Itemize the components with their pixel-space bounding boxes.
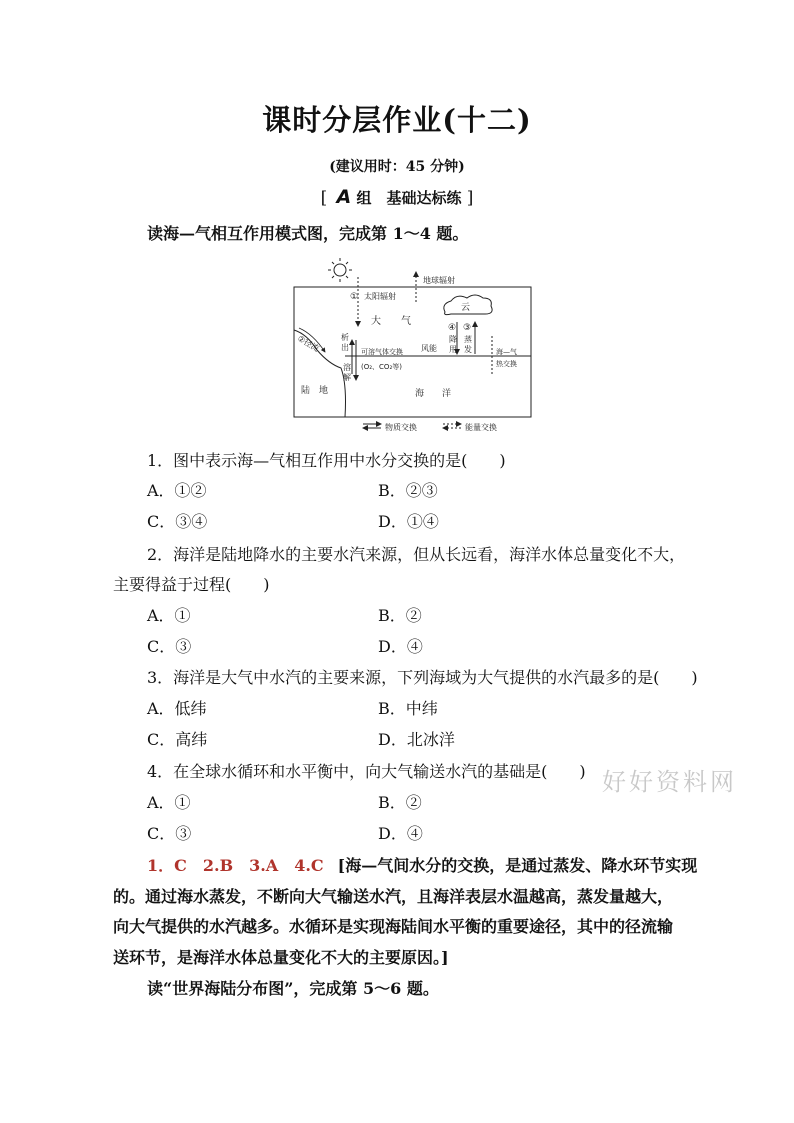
q2-option-c: C．③ xyxy=(147,637,192,656)
q4-option-d: D．④ xyxy=(378,824,423,843)
gas-examples-label: (O₂、CO₂等) xyxy=(361,363,402,371)
answer-explanation-3: 向大气提供的水汽越多。水循环是实现海陆间水平衡的重要途径，其中的径流输 xyxy=(113,917,674,936)
group-heading xyxy=(0,186,794,208)
precipitation-label-2: 用 xyxy=(449,345,457,354)
solar-radiation-label: 太阳辐射 xyxy=(364,292,396,301)
q4-option-c: C．③ xyxy=(147,824,192,843)
sea-air-interaction-diagram xyxy=(285,256,545,438)
q2-option-a: A．① xyxy=(147,606,191,625)
group-bracket-open: [ xyxy=(320,188,328,208)
answer-explanation-1: [海—气间水分的交换，是通过蒸发、降水环节实现 xyxy=(337,856,698,875)
q3-option-d: D．北冰洋 xyxy=(378,730,455,749)
q2-option-b: B．② xyxy=(378,606,422,625)
question-3-stem: 3．海洋是大气中水汽的主要来源，下列海域为大气提供的水汽最多的是( ) xyxy=(147,668,698,687)
q1-option-d: D．①④ xyxy=(378,512,439,531)
dissolve-label-2: 解 xyxy=(343,373,351,382)
earth-radiation-label: 地球辐射 xyxy=(423,276,455,285)
q3-option-b: B．中纬 xyxy=(378,699,438,718)
precipitate-label-1: 析 xyxy=(341,333,349,342)
group-letter: A xyxy=(336,186,352,208)
intro-5-6: 读“世界海陆分布图”，完成第 5～6 题。 xyxy=(147,979,439,998)
q4-option-b: B．② xyxy=(378,793,422,812)
evaporation-label-2: 发 xyxy=(464,345,472,354)
wind-label: 风能 xyxy=(421,344,437,353)
legend-material xyxy=(363,422,417,432)
group-name: 组 基础达标练 xyxy=(356,189,462,207)
sun-icon xyxy=(328,258,352,282)
marker-4: ④ xyxy=(448,323,457,333)
question-4-stem: 4．在全球水循环和水平衡中，向大气输送水汽的基础是( ) xyxy=(147,762,586,781)
q3-option-c: C．高纬 xyxy=(147,730,208,749)
runoff-label: ②径流 xyxy=(296,333,321,354)
q2-option-d: D．④ xyxy=(378,637,423,656)
ocean-label: 海 洋 xyxy=(415,389,452,399)
svg-text:能量交换: 能量交换 xyxy=(465,423,497,432)
watermark: 好好资料网 xyxy=(602,768,737,796)
heat-exchange-label-2: 热交换 xyxy=(496,360,517,368)
cloud-label: 云 xyxy=(461,303,471,313)
q1-option-c: C．③④ xyxy=(147,512,208,531)
marker-3: ③ xyxy=(463,323,472,333)
question-2-stem-line1: 2．海洋是陆地降水的主要水汽来源，但从长远看，海洋水体总量变化不大， xyxy=(147,545,686,564)
gas-exchange-label: 可溶气体交换 xyxy=(361,348,403,356)
atmosphere-label: 大 气 xyxy=(371,316,411,327)
question-2-stem-line2: 主要得益于过程( ) xyxy=(113,575,270,594)
dissolve-label-1: 溶 xyxy=(343,363,351,372)
precipitation-label-1: 降 xyxy=(449,335,457,344)
legend-energy xyxy=(443,422,497,432)
precipitate-label-2: 出 xyxy=(341,343,349,352)
answer-line-1 xyxy=(147,853,697,876)
evaporation-label-1: 蒸 xyxy=(464,335,472,344)
land-label: 陆 地 xyxy=(301,386,329,396)
group-bracket-close: ] xyxy=(466,188,474,208)
suggested-time: (建议用时：45 分钟) xyxy=(329,159,465,175)
intro-1-4: 读海—气相互作用模式图，完成第 1～4 题。 xyxy=(147,224,469,243)
answer-keys: 1．C 2.B 3.A 4.C xyxy=(147,856,324,875)
q3-option-a: A．低纬 xyxy=(147,699,207,718)
page-title: 课时分层作业(十二) xyxy=(262,103,532,137)
svg-text:物质交换: 物质交换 xyxy=(385,423,417,432)
marker-1: ① xyxy=(350,292,359,302)
q1-option-a: A．①② xyxy=(147,481,207,500)
q4-option-a: A．① xyxy=(147,793,191,812)
heat-exchange-label-1: 海—气 xyxy=(496,348,517,356)
question-1-stem: 1．图中表示海—气相互作用中水分交换的是( ) xyxy=(147,451,506,470)
answer-explanation-2: 的。通过海水蒸发，不断向大气输送水汽，且海洋表层水温越高，蒸发量越大， xyxy=(113,887,674,906)
answer-explanation-4: 送环节，是海洋水体总量变化不大的主要原因。] xyxy=(113,948,449,967)
q1-option-b: B．②③ xyxy=(378,481,438,500)
